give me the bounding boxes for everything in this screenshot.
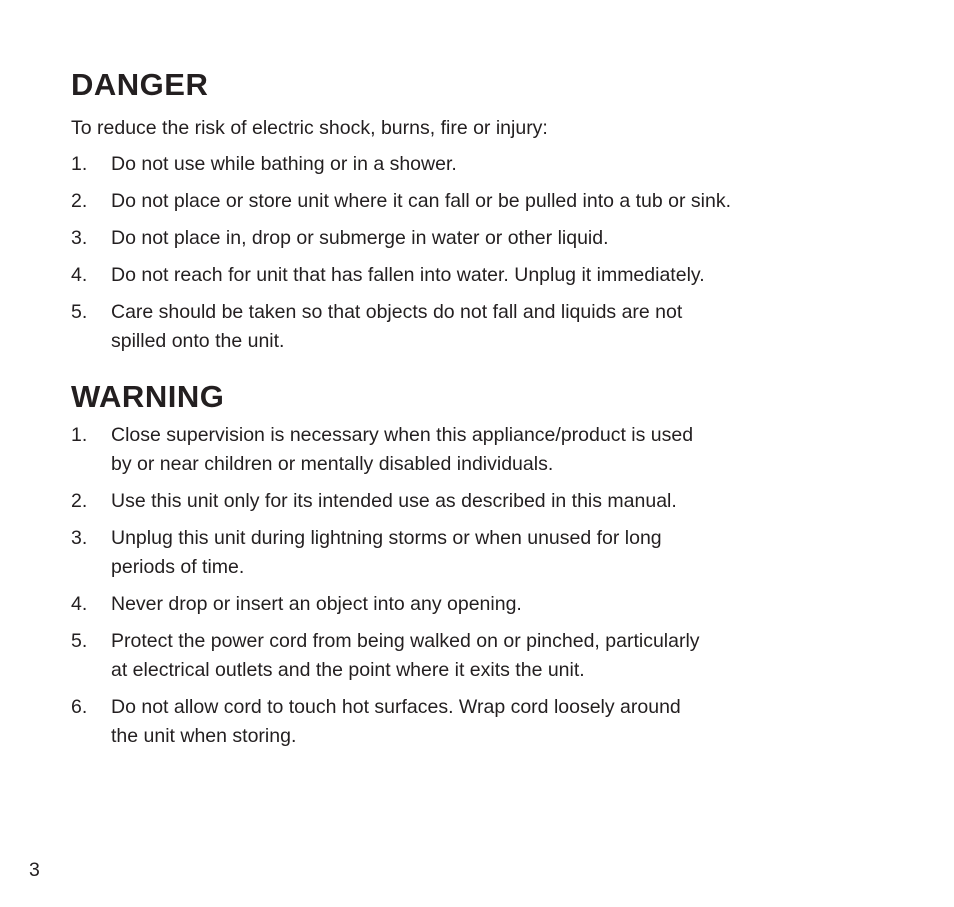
list-item-text — [111, 261, 911, 290]
list-item-text — [111, 487, 911, 516]
list-item — [71, 524, 911, 582]
list-item-line: spilled onto the unit. — [111, 330, 285, 352]
list-item — [71, 590, 911, 619]
list-item-line: Close supervision is necessary when this appliance/product is used — [111, 424, 694, 446]
list-item-number: 5. — [71, 630, 88, 652]
manual-page — [71, 66, 911, 759]
list-item-line: Do not place or store unit where it can fall or be pulled into a tub or sink. — [111, 190, 732, 212]
list-item-text — [111, 524, 911, 582]
list-item-number: 5. — [71, 301, 88, 323]
list-item-line: the unit when storing. — [111, 725, 297, 747]
list-item-text — [111, 421, 911, 479]
list-item-text — [111, 627, 911, 685]
list-item-line: Protect the power cord from being walked on or pinched, particularly — [111, 630, 700, 652]
list-item-number: 1. — [71, 153, 88, 175]
danger-list — [71, 150, 911, 356]
list-item-number: 1. — [71, 424, 88, 446]
list-item-line: Use this unit only for its intended use as described in this manual. — [111, 490, 677, 512]
list-item — [71, 187, 911, 216]
list-item-line: Do not allow cord to touch hot surfaces. Wrap cord loosely around — [111, 696, 681, 718]
danger-intro: To reduce the risk of electric shock, burns, fire or injury: — [71, 117, 548, 139]
list-item-number: 4. — [71, 593, 88, 615]
list-item-line: Never drop or insert an object into any opening. — [111, 593, 522, 615]
list-item-text — [111, 187, 911, 216]
list-item-line: periods of time. — [111, 556, 245, 578]
list-item-number: 3. — [71, 527, 88, 549]
list-item-number: 3. — [71, 227, 88, 249]
list-item-text — [111, 693, 911, 751]
list-item-text — [111, 224, 911, 253]
list-item-line: at electrical outlets and the point where it exits the unit. — [111, 659, 585, 681]
list-item — [71, 693, 911, 751]
list-item-text — [111, 150, 911, 179]
list-item — [71, 421, 911, 479]
list-item-line: Do not use while bathing or in a shower. — [111, 153, 457, 175]
list-item-text — [111, 590, 911, 619]
list-item-line: Do not reach for unit that has fallen into water. Unplug it immediately. — [111, 264, 705, 286]
list-item-number: 6. — [71, 696, 88, 718]
list-item-number: 2. — [71, 190, 88, 212]
list-item — [71, 627, 911, 685]
list-item — [71, 261, 911, 290]
list-item-line: by or near children or mentally disabled individuals. — [111, 453, 554, 475]
list-item — [71, 224, 911, 253]
list-item-line: Do not place in, drop or submerge in water or other liquid. — [111, 227, 609, 249]
warning-heading: WARNING — [71, 379, 225, 414]
warning-list — [71, 421, 911, 751]
list-item-text — [111, 298, 911, 356]
list-item-line: Care should be taken so that objects do not fall and liquids are not — [111, 301, 683, 323]
list-item — [71, 150, 911, 179]
list-item-number: 4. — [71, 264, 88, 286]
list-item-line: Unplug this unit during lightning storms or when unused for long — [111, 527, 662, 549]
danger-heading: DANGER — [71, 67, 209, 102]
list-item — [71, 487, 911, 516]
list-item-number: 2. — [71, 490, 88, 512]
page-number: 3 — [29, 859, 40, 881]
list-item — [71, 298, 911, 356]
